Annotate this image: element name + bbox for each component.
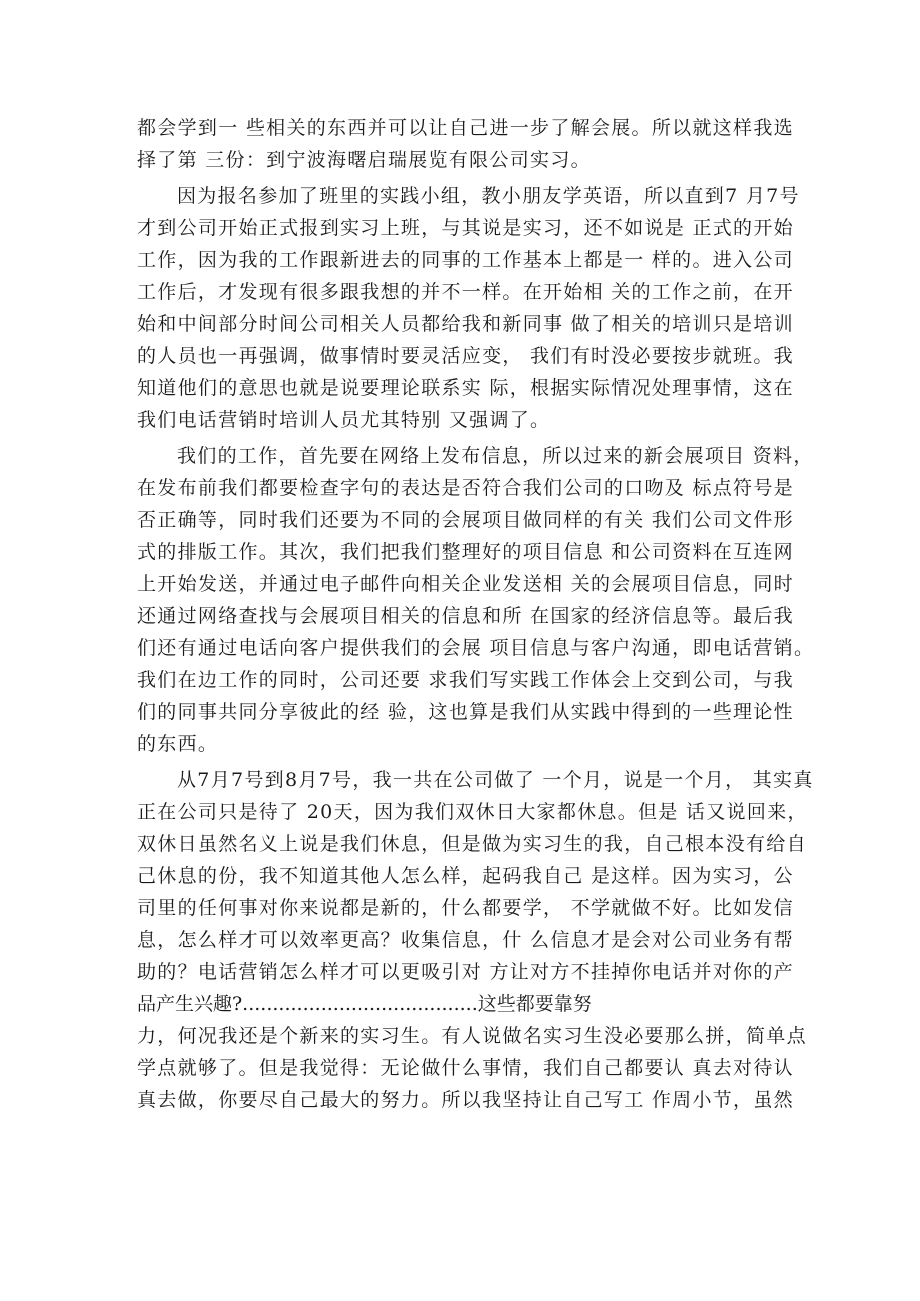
text-line: 息，怎么样才可以效率更高？收集信息，什 么信息才是会对公司业务有帮 [137, 929, 794, 951]
text-line: 知道他们的意思也就是说要理论联系实 际，根据实际情况处理事情，这在 [137, 377, 794, 399]
text-line: 我们在边工作的同时，公司还要 求我们写实践工作体会上交到公司，与我 [137, 669, 794, 691]
text-line: 学点就够了。但是我觉得：无论做什么事情，我们自己都要认 真去对待认 [137, 1057, 794, 1079]
text-line: 正在公司只是待了 20天，因为我们双休日大家都休息。但是 话又说回来， [137, 801, 808, 823]
text-line: 都会学到一 些相关的东西并可以让自己进一步了解会展。所以就这样我选 [137, 117, 794, 139]
paragraph-2 [137, 180, 800, 436]
text-line: 真去做，你要尽自己最大的努力。所以我坚持让自己写工 作周小节，虽然 [137, 1089, 794, 1111]
text-line: 们的同事共同分享彼此的经 验，这也算是我们从实践中得到的一些理论性 [137, 701, 794, 723]
text-line: 我们的工作，首先要在网络上发布信息，所以过来的新会展项目 资料， [177, 445, 814, 467]
text-line: 择了第 三份：到宁波海曙启瑞展览有限公司实习。 [137, 149, 591, 171]
text-line: 们还有通过电话向客户提供我们的会展 项目信息与客户沟通，即电话营销。 [137, 637, 815, 659]
text-line: 始和中间部分时间公司相关人员都给我和新同事 做了相关的培训只是培训 [137, 313, 794, 335]
paragraph-4 [137, 764, 814, 1116]
paragraph-3 [137, 440, 815, 760]
text-line: 的东西。 [137, 733, 219, 755]
text-line: 品产生兴趣?.......................................这些都要靠努 [137, 993, 592, 1015]
text-line: 否正确等，同时我们还要为不同的会展项目做同样的有关 我们公司文件形 [137, 509, 794, 531]
document-page [137, 112, 815, 1116]
text-line: 式的排版工作。其次，我们把我们整理好的项目信息 和公司资料在互连网 [137, 541, 794, 563]
text-line: 助的？电话营销怎么样才可以更吸引对 方让对方不挂掉你电话并对你的产 [137, 961, 794, 983]
text-line: 双休日虽然名义上说是我们休息，但是做为实习生的我，自己根本没有给自 [137, 833, 807, 855]
text-line: 工作后，才发现有很多跟我想的并不一样。在开始相 关的工作之前，在开 [137, 281, 794, 303]
text-line: 的人员也一再强调，做事情时要灵活应变， 我们有时没必要按步就班。我 [137, 345, 794, 367]
text-line: 从7月7号到8月7号，我一共在公司做了 一个月，说是一个月， 其实真 [177, 769, 814, 791]
text-line: 我们电话营销时培训人员尤其特别 又强调了。 [137, 409, 551, 431]
text-line: 力，何况我还是个新来的实习生。有人说做名实习生没必要那么拼，简单点 [137, 1025, 807, 1047]
text-line: 才到公司开始正式报到实习上班，与其说是实习，还不如说是 正式的开始 [137, 217, 794, 239]
text-line: 因为报名参加了班里的实践小组，教小朋友学英语，所以直到7 月7号 [177, 185, 800, 207]
text-line: 在发布前我们都要检查字句的表达是否符合我们公司的口吻及 标点符号是 [137, 477, 794, 499]
text-line: 己休息的份，我不知道其他人怎么样，起码我自己 是这样。因为实习，公 [137, 865, 794, 887]
paragraph-1 [137, 112, 792, 176]
text-line: 工作，因为我的工作跟新进去的同事的工作基本上都是一 样的。进入公司 [137, 249, 794, 271]
text-line: 司里的任何事对你来说都是新的，什么都要学， 不学就做不好。比如发信 [137, 897, 794, 919]
text-line: 上开始发送，并通过电子邮件向相关企业发送相 关的会展项目信息，同时 [137, 573, 794, 595]
text-line: 还通过网络查找与会展项目相关的信息和所 在国家的经济信息等。最后我 [137, 605, 794, 627]
